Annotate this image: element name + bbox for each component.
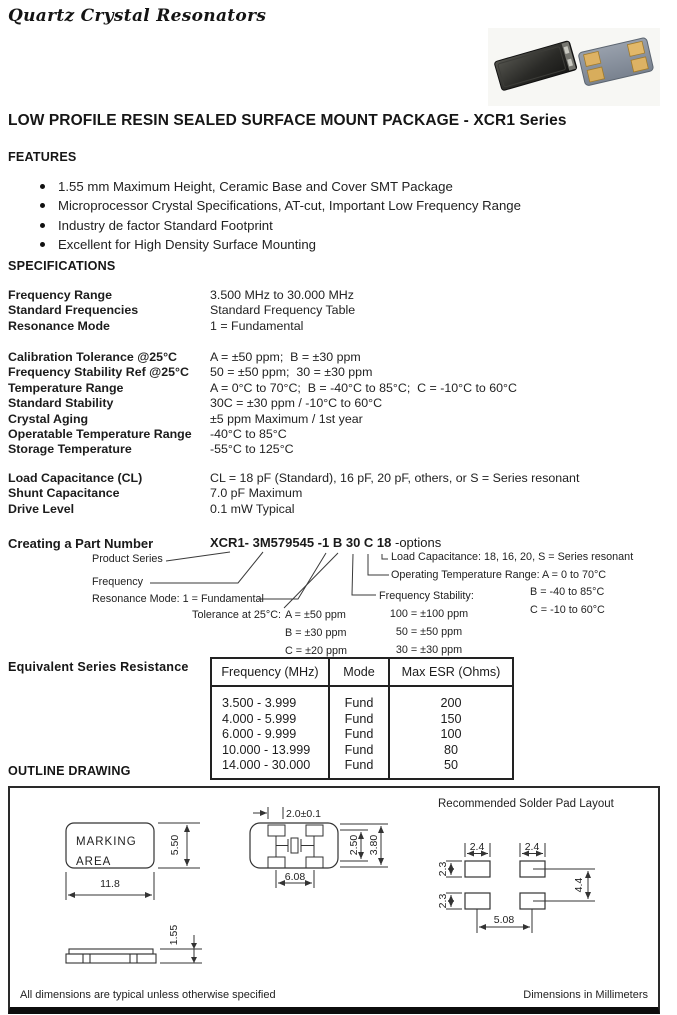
spec-group-1 bbox=[8, 288, 677, 334]
profile-dim-arrow bbox=[191, 943, 197, 949]
esr-cell-frequency: 4.000 - 5.999 bbox=[222, 711, 297, 726]
esr-header-row bbox=[211, 658, 513, 686]
esr-cell-esr: 80 bbox=[443, 742, 458, 757]
label-tolerance-a: A = ±50 ppm bbox=[285, 609, 346, 621]
spec-label: Frequency Stability Ref @25°C bbox=[8, 365, 189, 380]
esr-cell-esr: 200 bbox=[440, 696, 462, 710]
esr-cell-mode: Fund bbox=[329, 758, 389, 779]
spec-label: Standard Stability bbox=[8, 396, 114, 411]
spec-value: -55°C to 125°C bbox=[210, 442, 294, 457]
label-resonance-mode: Resonance Mode: 1 = Fundamental bbox=[92, 593, 264, 605]
dim-marking-height: 5.50 bbox=[169, 834, 181, 856]
package-pad bbox=[268, 825, 285, 836]
label-frequency: Frequency bbox=[92, 576, 144, 588]
spec-group-2 bbox=[8, 350, 677, 458]
spec-group-3 bbox=[8, 471, 677, 517]
spec-label: Crystal Aging bbox=[8, 411, 89, 426]
label-freq-stability: Frequency Stability: bbox=[379, 590, 474, 602]
spec-row bbox=[8, 502, 677, 517]
esr-cell-mode: Fund bbox=[329, 743, 389, 759]
spec-value: Standard Frequency Table bbox=[210, 303, 356, 318]
dim-pad-width: 2.0±0.1 bbox=[286, 808, 321, 820]
spec-row bbox=[8, 471, 677, 486]
marking-area-text-2: AREA bbox=[76, 856, 112, 868]
marking-area-text-1: MARKING bbox=[76, 836, 137, 848]
callout-line-tolerance bbox=[284, 553, 338, 608]
dim-profile-height: 1.55 bbox=[168, 924, 180, 946]
label-op-temp-b: B = -40 to 85°C bbox=[530, 586, 605, 598]
features-heading: FEATURES bbox=[8, 150, 77, 164]
esr-cell-frequency: 3.500 - 3.999 bbox=[222, 696, 297, 710]
spec-row bbox=[8, 427, 677, 442]
dim-sp-height-bottom: 2.3 bbox=[437, 893, 449, 909]
package-outline bbox=[250, 823, 338, 868]
spec-row bbox=[8, 350, 677, 365]
label-tolerance-c: C = ±20 ppm bbox=[285, 645, 348, 657]
esr-col-mode: Mode bbox=[329, 658, 389, 686]
feature-text: Microprocessor Crystal Specifications, AT-cut, Important Low Frequency Range bbox=[58, 198, 521, 214]
callout-line-load-cap bbox=[382, 554, 388, 559]
spec-value: -40°C to 85°C bbox=[210, 426, 287, 441]
feature-item bbox=[40, 235, 521, 254]
label-tolerance-prefix: Tolerance at 25°C: bbox=[192, 609, 281, 621]
esr-cell-frequency: 6.000 - 9.999 bbox=[222, 727, 297, 742]
esr-row bbox=[211, 712, 513, 728]
spec-value: 50 = ±50 ppm; 30 = ±30 ppm bbox=[210, 365, 373, 380]
esr-row bbox=[211, 686, 513, 712]
callout-line-resonance bbox=[258, 553, 326, 599]
spec-row bbox=[8, 486, 677, 501]
part-number bbox=[210, 535, 441, 550]
spec-row bbox=[8, 396, 677, 411]
esr-cell-mode: Fund bbox=[329, 727, 389, 743]
esr-cell-esr: 150 bbox=[440, 711, 462, 726]
bullet-icon bbox=[40, 242, 45, 247]
spec-label: Standard Frequencies bbox=[8, 303, 139, 318]
label-op-temp: Operating Temperature Range: A = 0 to 70°C bbox=[391, 569, 607, 581]
spec-value: 0.1 mW Typical bbox=[210, 501, 295, 516]
esr-row bbox=[211, 758, 513, 779]
label-freq-stability-100: 100 = ±100 ppm bbox=[389, 608, 469, 620]
spec-label: Operatable Temperature Range bbox=[8, 426, 192, 441]
package-pad bbox=[306, 857, 323, 868]
esr-row bbox=[211, 727, 513, 743]
spec-row bbox=[8, 288, 677, 303]
outline-drawing bbox=[10, 788, 658, 1007]
spec-row bbox=[8, 303, 677, 318]
bullet-icon bbox=[40, 184, 45, 189]
esr-row bbox=[211, 743, 513, 759]
bullet-icon bbox=[40, 223, 45, 228]
outline-footer-left: All dimensions are typical unless otherwise specified bbox=[20, 989, 276, 1001]
spec-value: 7.0 pF Maximum bbox=[210, 486, 303, 501]
callout-line-op-temp bbox=[368, 554, 389, 575]
dim-sp-horizontal: 5.08 bbox=[493, 914, 515, 926]
package-pad bbox=[268, 857, 285, 868]
label-freq-stability-50: 50 = ±50 ppm bbox=[395, 626, 463, 638]
esr-heading: Equivalent Series Resistance bbox=[8, 660, 189, 674]
feature-text: 1.55 mm Maximum Height, Ceramic Base and Cover SMT Package bbox=[58, 179, 453, 194]
solder-pad bbox=[465, 861, 490, 877]
side-view-lid bbox=[69, 949, 153, 954]
spec-label: Storage Temperature bbox=[8, 442, 132, 457]
crystal-symbol bbox=[276, 838, 314, 853]
dim-marking-width: 11.8 bbox=[100, 878, 120, 890]
spec-row bbox=[8, 442, 677, 457]
profile-dim-arrow bbox=[191, 957, 197, 963]
feature-item bbox=[40, 216, 521, 235]
label-op-temp-c: C = -10 to 60°C bbox=[530, 604, 605, 616]
spec-value: 30C = ±30 ppm / -10°C to 60°C bbox=[210, 396, 383, 411]
spec-label: Drive Level bbox=[8, 501, 75, 516]
callout-line-frequency bbox=[150, 552, 263, 583]
bullet-icon bbox=[40, 203, 45, 208]
spec-label: Shunt Capacitance bbox=[8, 486, 120, 501]
esr-cell-esr: 50 bbox=[443, 758, 458, 773]
esr-cell-mode: Fund bbox=[329, 712, 389, 728]
spec-label: Calibration Tolerance @25°C bbox=[8, 350, 177, 364]
esr-col-esr: Max ESR (Ohms) bbox=[389, 658, 513, 686]
label-tolerance-b: B = ±30 ppm bbox=[285, 627, 347, 639]
spec-row bbox=[8, 319, 677, 334]
features-list bbox=[40, 177, 521, 255]
spec-label: Load Capacitance (CL) bbox=[8, 471, 143, 485]
outline-drawing-box bbox=[8, 786, 660, 1014]
spec-row bbox=[8, 365, 677, 380]
feature-text: Excellent for High Density Surface Mounting bbox=[58, 237, 317, 253]
spec-label: Frequency Range bbox=[8, 288, 112, 302]
product-photos bbox=[488, 28, 660, 106]
callout-line-product-series bbox=[166, 552, 230, 561]
esr-cell-esr: 100 bbox=[440, 727, 462, 742]
part-number-code: XCR1- 3M579545 -1 B 30 C 18 bbox=[210, 535, 395, 550]
spec-label: Temperature Range bbox=[8, 380, 124, 395]
esr-cell-frequency: 14.000 - 30.000 bbox=[222, 758, 311, 773]
spec-value: ±5 ppm Maximum / 1st year bbox=[210, 411, 363, 426]
feature-text: Industry de factor Standard Footprint bbox=[58, 217, 273, 233]
dim-sp-vertical: 4.4 bbox=[573, 877, 585, 893]
label-load-cap: Load Capacitance: 18, 16, 20, S = Series resonant bbox=[391, 551, 634, 563]
part-number-heading: Creating a Part Number bbox=[8, 536, 154, 551]
spec-value: 3.500 MHz to 30.000 MHz bbox=[210, 288, 354, 302]
esr-cell-frequency: 10.000 - 13.999 bbox=[222, 742, 311, 757]
spec-row bbox=[8, 412, 677, 427]
feature-item bbox=[40, 196, 521, 215]
spec-value: A = 0°C to 70°C; B = -40°C to 85°C; C = -10°C to 60°C bbox=[210, 380, 517, 395]
feature-item bbox=[40, 177, 521, 196]
spec-value: A = ±50 ppm; B = ±30 ppm bbox=[210, 350, 361, 364]
main-heading: LOW PROFILE RESIN SEALED SURFACE MOUNT PACKAGE - XCR1 Series bbox=[8, 112, 567, 129]
callout-line-freq-stability bbox=[352, 554, 376, 595]
solder-pad-layout-title: Recommended Solder Pad Layout bbox=[438, 798, 614, 810]
esr-cell-mode: Fund bbox=[329, 686, 389, 712]
dim-sp-width-left: 2.4 bbox=[469, 841, 485, 853]
package-pad bbox=[306, 825, 323, 836]
side-view-base bbox=[66, 954, 156, 963]
dim-sp-width-right: 2.4 bbox=[524, 841, 540, 853]
label-freq-stability-30: 30 = ±30 ppm bbox=[395, 644, 463, 656]
outline-heading: OUTLINE DRAWING bbox=[8, 764, 131, 778]
page-title: Quartz Crystal Resonators bbox=[8, 6, 267, 26]
spec-value: 1 = Fundamental bbox=[210, 318, 304, 333]
spec-value: CL = 18 pF (Standard), 16 pF, 20 pF, others, or S = Series resonant bbox=[210, 471, 580, 485]
outline-footer-right: Dimensions in Millimeters bbox=[523, 989, 648, 1001]
dim-pad-inner: 2.50 bbox=[348, 834, 360, 856]
label-product-series: Product Series bbox=[92, 553, 163, 565]
esr-col-frequency: Frequency (MHz) bbox=[211, 658, 329, 686]
dim-sp-height-top: 2.3 bbox=[437, 861, 449, 877]
dim-pad-outer: 3.80 bbox=[368, 834, 380, 856]
solder-pad bbox=[465, 893, 490, 909]
spec-row bbox=[8, 381, 677, 396]
part-number-options: -options bbox=[394, 535, 442, 550]
esr-table bbox=[210, 657, 514, 780]
spec-label: Resonance Mode bbox=[8, 318, 110, 333]
specifications-heading: SPECIFICATIONS bbox=[8, 259, 116, 273]
dim-pad-pitch: 6.08 bbox=[284, 871, 306, 883]
